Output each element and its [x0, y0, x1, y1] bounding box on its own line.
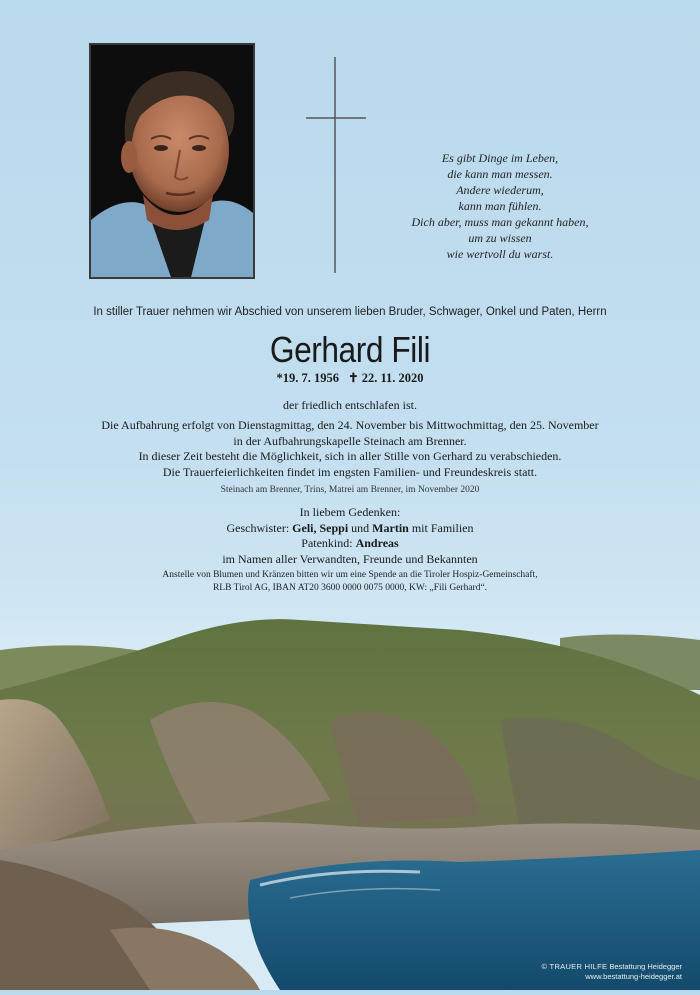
relatives-line: im Namen aller Verwandten, Freunde und Bekannten [222, 551, 478, 566]
siblings-name-last: Martin [372, 520, 409, 535]
godchild-label: Patenkind: [301, 536, 353, 550]
birth-date: *19. 7. 1956 [276, 371, 339, 385]
memory-heading: In liebem Gedenken: [299, 505, 401, 519]
arrangements-line: in der Aufbahrungskapelle Steinach am Brenner. [233, 433, 467, 448]
poem-line: um zu wissen [468, 231, 532, 245]
godchild-line [0, 536, 700, 552]
donation-line: Anstelle von Blumen und Kränzen bitten wir um eine Spende an die Tiroler Hospiz-Gemeinschaft, [162, 570, 538, 580]
godchild-name: Andreas [355, 536, 399, 550]
poem [370, 150, 630, 262]
donation-line: RLB Tirol AG, IBAN AT20 3600 0000 0075 0000, KW: „Fili Gerhard“. [212, 582, 488, 593]
place-date: Steinach am Brenner, Trins, Matrei am Brenner, im November 2020 [220, 485, 480, 495]
passed-text: der friedlich entschlafen ist. [283, 398, 417, 412]
website-link[interactable]: www.bestattung-heidegger.at [585, 972, 682, 981]
arrangements-line: Die Aufbahrung erfolgt von Dienstagmittag, den 24. November bis Mittwochmittag, den 25. November [101, 418, 599, 432]
deceased-name: Gerhard Fili [269, 329, 431, 370]
poem-line: kann man fühlen. [458, 199, 542, 213]
death-date: ✝ 22. 11. 2020 [348, 371, 424, 385]
donation-note [0, 569, 700, 594]
arrangements-line: Die Trauerfeierlichkeiten findet im engsten Familien- und Freundeskreis statt. [162, 464, 538, 479]
poem-line: Dich aber, muss man gekannt haben, [411, 215, 589, 229]
siblings-tail: mit Familien [411, 520, 474, 535]
arrangements-text [0, 418, 700, 480]
memory-section [0, 505, 700, 567]
portrait-photo [89, 43, 255, 279]
poem-line: die kann man messen. [447, 167, 553, 181]
arrangements-line: In dieser Zeit besteht die Möglichkeit, sich in aller Stille von Gerhard zu verabschieden. [138, 449, 562, 463]
poem-line: Es gibt Dinge im Leben, [441, 151, 559, 165]
company-label: Bestattung Heidegger [609, 962, 682, 971]
coastal-landscape-image [0, 600, 700, 990]
brand-label: © TRAUER HILFE [541, 962, 608, 971]
cross-icon [306, 57, 366, 273]
siblings-label: Geschwister: [226, 520, 290, 535]
credit [541, 962, 682, 982]
poem-line: Andere wiederum, [456, 183, 544, 197]
intro-text: In stiller Trauer nehmen wir Abschied von unserem lieben Bruder, Schwager, Onkel und Paten, Herrn [93, 306, 607, 318]
siblings-and: und [351, 520, 370, 535]
life-dates [0, 370, 700, 386]
siblings-names: Geli, Seppi [292, 520, 349, 535]
poem-line: wie wertvoll du warst. [446, 247, 554, 261]
siblings-line [0, 521, 700, 537]
